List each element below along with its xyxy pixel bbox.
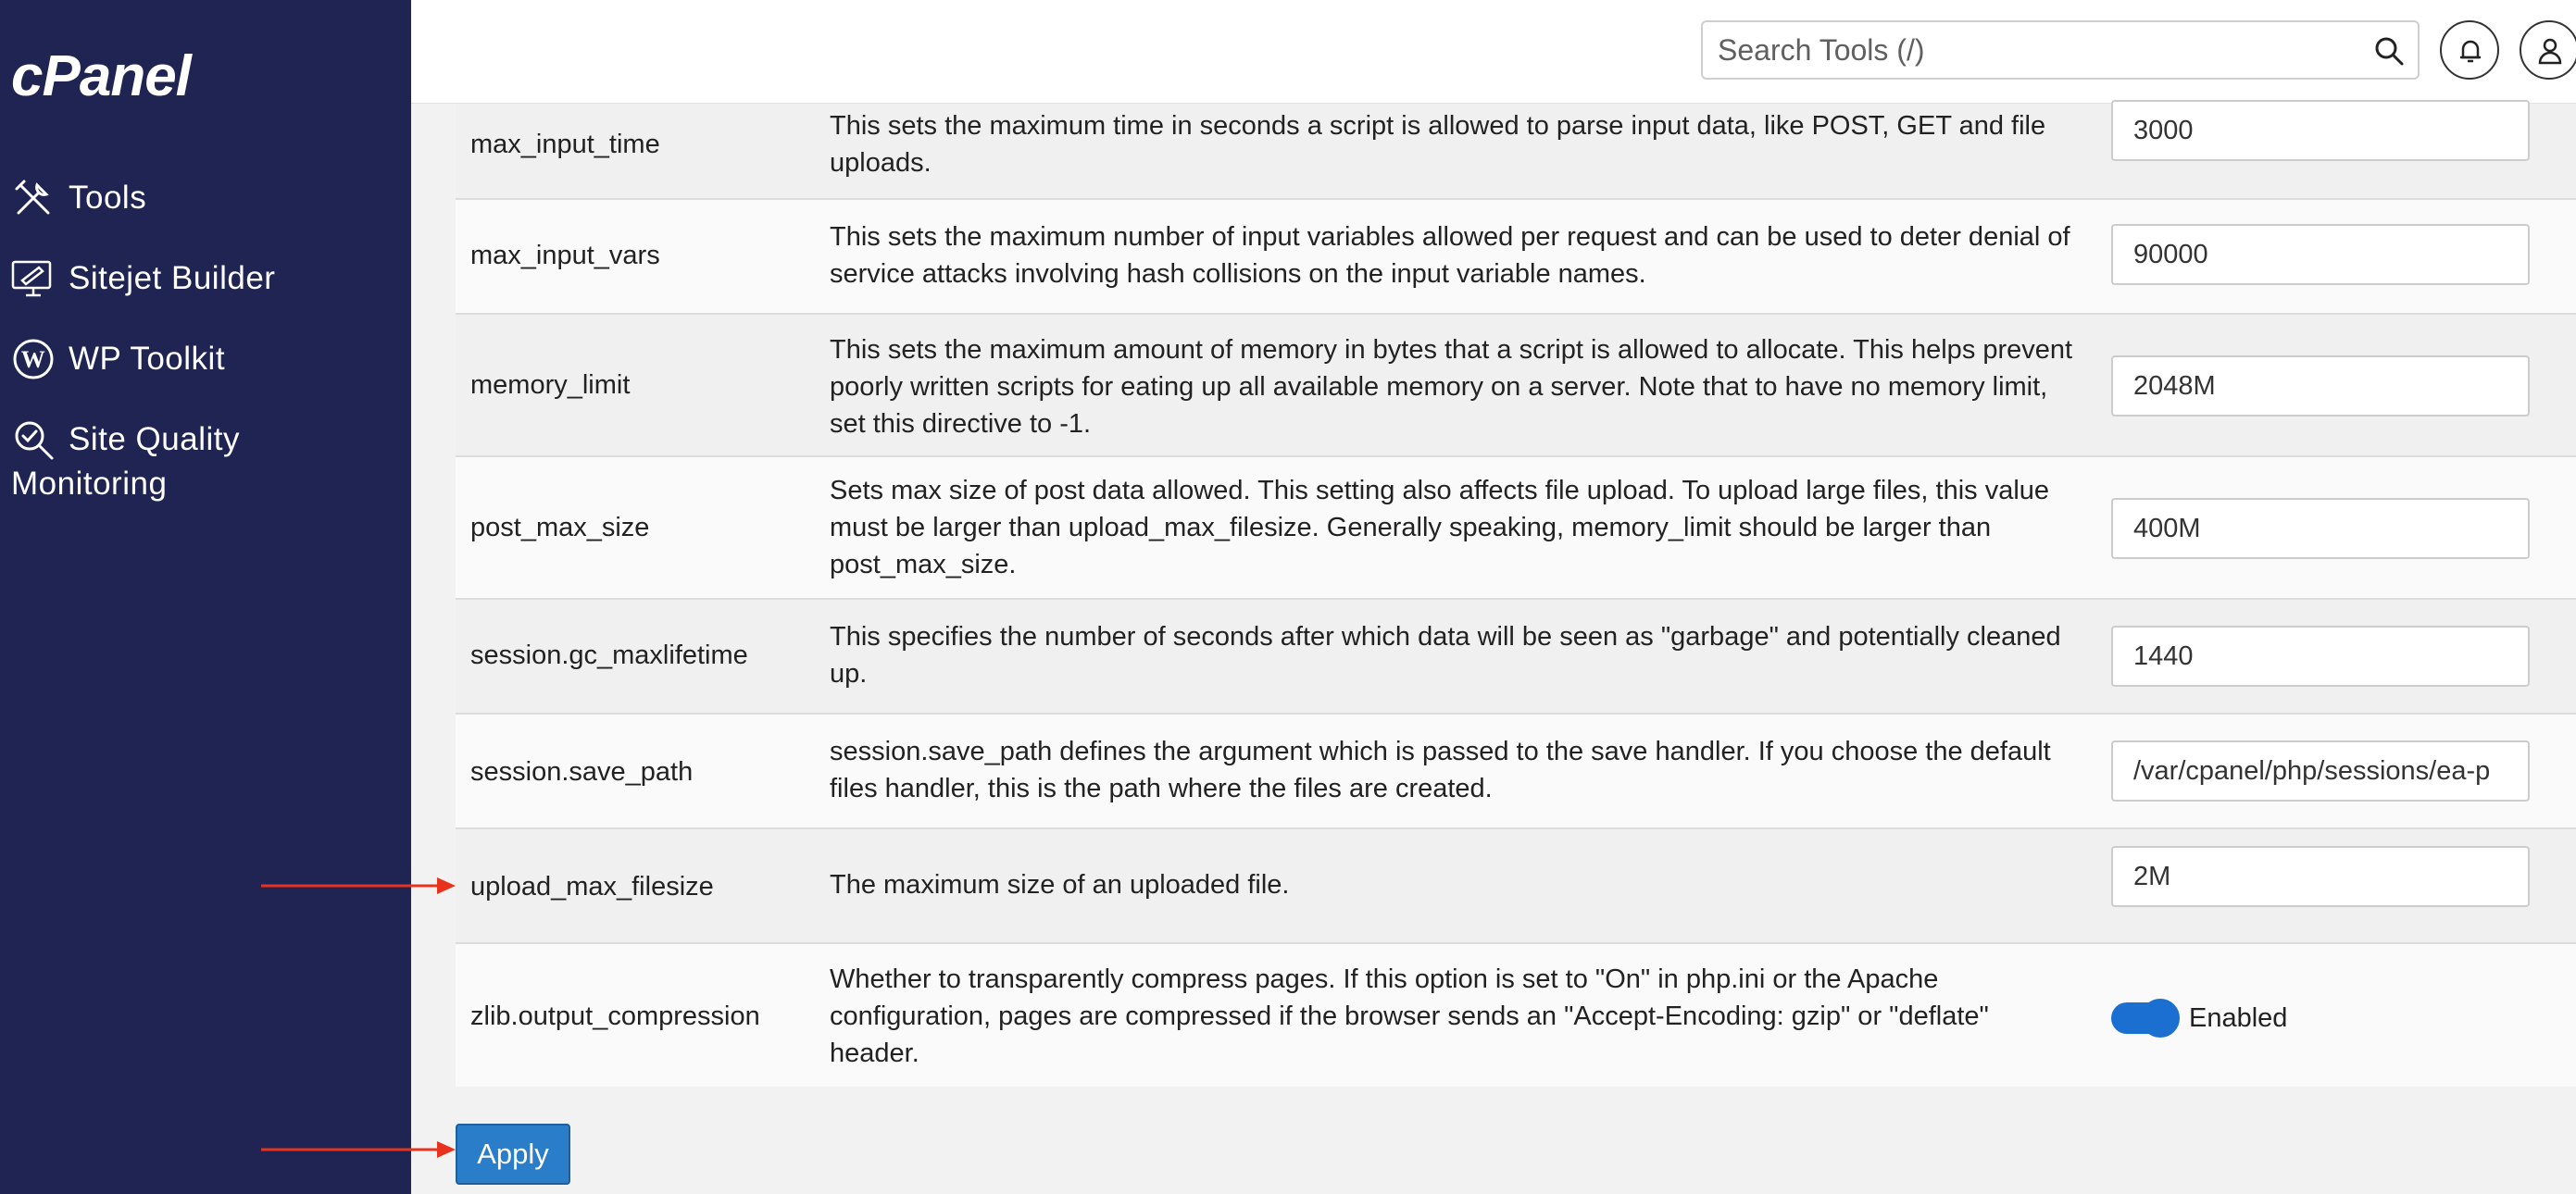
table-row: [456, 829, 2576, 944]
directive-description: The maximum size of an uploaded file.: [830, 870, 1290, 900]
monitor-design-icon: [11, 256, 56, 301]
magnifier-check-icon: [11, 417, 56, 462]
sidebar-item-sitejet-builder[interactable]: [11, 256, 275, 301]
directive-description: This sets the maximum time in seconds a script is allowed to parse input data, like POST, GET and file uploads.: [830, 111, 2046, 178]
cpanel-logo[interactable]: cPanel: [11, 44, 191, 108]
compression-toggle[interactable]: [2111, 1002, 2178, 1034]
directive-description: Whether to transparently compress pages. If this option is set to "On" in php.ini or the Apache configuration, pages are compressed if the browser sends an "Accept-Encoding: gzip" or "deflate" header.: [830, 964, 1989, 1068]
directive-value-input[interactable]: /var/cpanel/php/sessions/ea-p: [2111, 740, 2530, 802]
directive-name: max_input_time: [470, 130, 660, 159]
sidebar-item-label: Site Quality Monitoring: [11, 421, 240, 502]
table-row: [456, 944, 2576, 1087]
directive-description: This sets the maximum amount of memory in bytes that a script is allowed to allocate. This helps prevent poorly written scripts for eating up all available memory on a server. Note that to have no memory limit, set this directive to -1.: [830, 335, 2073, 439]
annotation-arrow-upload-max-filesize: [261, 874, 457, 898]
toggle-label: Enabled: [2189, 1003, 2288, 1033]
directive-value-input[interactable]: 1440: [2111, 626, 2530, 687]
search-input[interactable]: [1703, 22, 2351, 78]
sidebar-item-label: WP Toolkit: [69, 341, 226, 377]
directive-description: session.save_path defines the argument which is passed to the save handler. If you choose the default files handler, this is the path where the files are created.: [830, 737, 2051, 803]
table-row: [456, 600, 2576, 715]
sidebar-item-tools[interactable]: [11, 176, 146, 220]
directive-name: memory_limit: [470, 370, 631, 400]
directive-description: This specifies the number of seconds after which data will be seen as "garbage" and potentially cleaned up.: [830, 622, 2061, 689]
sidebar-item-label: Tools: [69, 180, 147, 216]
sidebar-item-site-quality-monitoring[interactable]: [11, 417, 381, 506]
table-row: [456, 715, 2576, 829]
tools-icon: [11, 176, 56, 220]
directive-name: session.save_path: [470, 757, 694, 787]
directive-value-input[interactable]: 90000: [2111, 224, 2530, 285]
directive-description: Sets max size of post data allowed. This setting also affects file upload. To upload large files, this value must be larger than upload_max_filesize. Generally speaking, memory_limit should be larger than post_max_size.: [830, 476, 2050, 579]
directive-name: upload_max_filesize: [470, 872, 714, 902]
svg-text:W: W: [20, 346, 46, 373]
directive-name: zlib.output_compression: [470, 1001, 760, 1031]
directive-name: session.gc_maxlifetime: [470, 641, 748, 670]
toggle-knob: [2141, 999, 2180, 1038]
directive-name: max_input_vars: [470, 241, 660, 270]
top-bar: [411, 0, 2576, 104]
bell-icon: [2457, 37, 2484, 65]
directive-description: This sets the maximum number of input variables allowed per request and can be used to deter denial of service attacks involving hash collisions on the input variable names.: [830, 222, 2070, 289]
table-row: [456, 200, 2576, 315]
user-icon: [2536, 37, 2564, 65]
directive-value-input[interactable]: 3000: [2111, 100, 2530, 161]
sidebar: [0, 0, 411, 1194]
apply-button[interactable]: Apply: [456, 1124, 570, 1185]
notifications-button[interactable]: [2440, 20, 2499, 80]
search-icon[interactable]: [2373, 35, 2405, 67]
table-row: [456, 104, 2576, 200]
table-row: [456, 315, 2576, 457]
directive-value-input[interactable]: 2048M: [2111, 355, 2530, 417]
directive-name: post_max_size: [470, 513, 650, 542]
table-row: [456, 457, 2576, 600]
wordpress-icon: [11, 337, 56, 381]
sidebar-item-label: Sitejet Builder: [69, 260, 276, 296]
search-box: [1701, 20, 2420, 80]
sidebar-item-wp-toolkit[interactable]: [11, 337, 225, 381]
directive-value-input[interactable]: 2M: [2111, 846, 2530, 907]
directive-value-input[interactable]: 400M: [2111, 498, 2530, 559]
annotation-arrow-apply: [261, 1138, 457, 1162]
user-menu-button[interactable]: [2520, 20, 2576, 80]
